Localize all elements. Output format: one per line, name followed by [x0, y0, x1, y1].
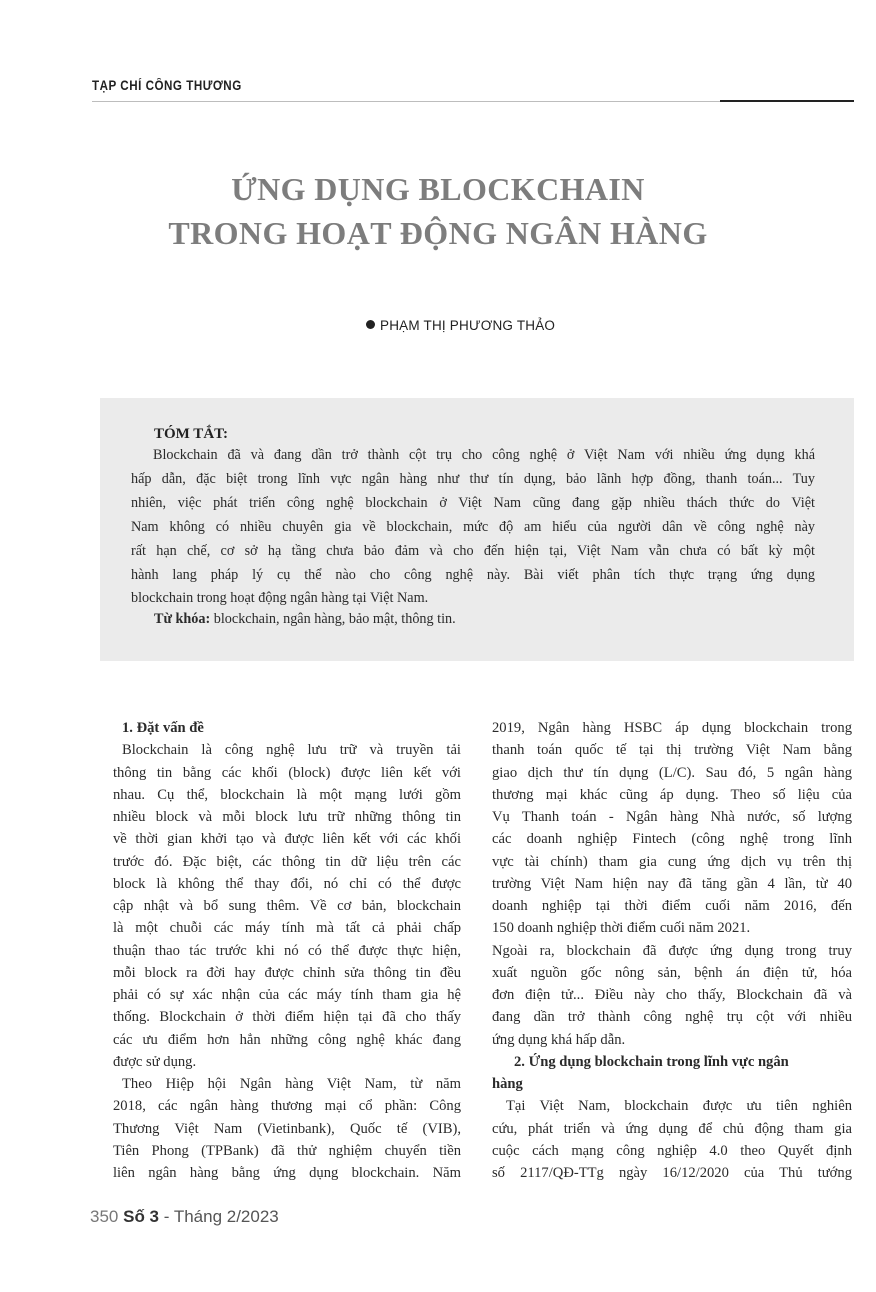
body-text-line: Tại Việt Nam, blockchain được ưu tiên nghiên: [506, 1098, 852, 1115]
body-text-line: giao dịch thư tín dụng (L/C). Sau đó, 5 ngân hàng: [492, 764, 852, 781]
page-number: 350: [90, 1207, 119, 1226]
keywords-list: blockchain, ngân hàng, bảo mật, thông tin.: [210, 611, 456, 627]
abstract-line: hành lang pháp lý cụ thể nào cho công nghệ này. Bài viết phân tích thực trạng ứng dụng: [131, 567, 815, 583]
body-text-line: trường Việt Nam hiện nay đã tăng gần 4 lần, từ 40: [492, 875, 852, 892]
body-text-line: doanh nghiệp tại thời điểm cuối năm 2016, đến: [492, 898, 852, 914]
section-heading: 1. Đặt vấn đề: [122, 720, 204, 736]
body-text-line: 2019, Ngân hàng HSBC áp dụng blockchain trong: [492, 720, 852, 736]
body-text-line: được sử dụng.: [113, 1053, 197, 1070]
issue-number: Số 3: [123, 1207, 160, 1226]
body-text-line: cứu, phát triển và ứng dụng để chủ động tham gia: [492, 1120, 852, 1137]
body-text-line: là một chuỗi các máy tính mà tất cả phải chấp: [113, 920, 461, 937]
body-text-line: thống. Blockchain ở thời điểm hiện tại đã cho thấy: [113, 1009, 461, 1026]
journal-name: TẠP CHÍ CÔNG THƯƠNG: [92, 78, 242, 93]
abstract-line: Blockchain đã và đang dần trở thành cột trụ cho công nghệ ở Việt Nam với nhiều ứng dụng khá: [153, 447, 815, 463]
body-text-line: Tiên Phong (TPBank) đã thử nghiệm chuyển tiền: [113, 1142, 461, 1159]
body-text-line: thuận thao tác trước khi nó có thể được thực hiện,: [113, 942, 461, 959]
body-text-line: vực tài chính) tham gia cung ứng dịch vụ trên thị: [492, 853, 852, 870]
body-text-line: ứng dụng khá hấp dẫn.: [492, 1031, 626, 1048]
header-rule-accent: [720, 100, 854, 102]
abstract-line: blockchain trong hoạt động ngân hàng tại Việt Nam.: [131, 590, 429, 606]
article-title-line-2: TRONG HOẠT ĐỘNG NGÂN HÀNG: [168, 215, 708, 251]
abstract-line: nhiên, việc phát triển công nghệ blockchain ở Việt Nam cũng đang gặp nhiều thách thức do Việt: [131, 495, 815, 511]
body-text-line: Ngoài ra, blockchain đã được ứng dụng trong truy: [492, 942, 852, 959]
body-text-line: các doanh nghiệp Fintech (công nghệ trong lĩnh: [492, 831, 852, 848]
issue-date: - Tháng 2/2023: [159, 1207, 279, 1226]
body-text-line: trước đó. Đặc biệt, các thông tin dữ liệu trên các: [113, 853, 461, 870]
body-text-line: thông tin bằng các khối (block) được liên kết với: [113, 764, 461, 781]
body-text-line: đơn điện tử... Điều này cho thấy, Blockchain đã và: [492, 987, 852, 1003]
body-text-line: mỗi block ra đời hay được chỉnh sửa thông tin đều: [113, 964, 461, 981]
body-text-line: Blockchain là công nghệ lưu trữ và truyền tải: [122, 742, 461, 759]
article-title-line-1: ỨNG DỤNG BLOCKCHAIN: [231, 171, 645, 207]
keywords: [154, 611, 456, 628]
keywords-label: Từ khóa:: [154, 611, 211, 627]
body-text-line: Thương Việt Nam (Vietinbank), Quốc tế (VIB),: [113, 1120, 461, 1137]
section-heading: 2. Ứng dụng blockchain trong lĩnh vực ngân: [514, 1053, 789, 1070]
body-text-line: phải có sự xác nhận của các máy tính tham gia hệ: [113, 987, 461, 1003]
abstract-line: Nam không có nhiều chuyên gia về blockchain, mức độ am hiểu của người dân về công nghệ này: [131, 519, 815, 535]
body-text-line: cuộc cách mạng công nghiệp 4.0 theo Quyết định: [492, 1142, 852, 1159]
author-byline: [366, 318, 555, 333]
body-text-line: thanh toán quốc tế tại thị trường Việt Nam bằng: [492, 742, 852, 759]
body-text-line: 150 doanh nghiệp thời điểm cuối năm 2021.: [492, 920, 751, 937]
body-text-line: về thời gian khởi tạo và được liên kết với các khối: [113, 831, 461, 848]
body-text-line: xuất nguồn gốc nông sản, bệnh án điện tử, hóa: [492, 964, 852, 981]
body-text-line: liên ngân hàng bằng ứng dụng blockchain. Năm: [113, 1165, 461, 1181]
author-name: PHẠM THỊ PHƯƠNG THẢO: [380, 318, 556, 333]
body-text-line: Theo Hiệp hội Ngân hàng Việt Nam, từ năm: [122, 1076, 461, 1092]
body-text-line: Vụ Thanh toán - Ngân hàng Nhà nước, số lượng: [492, 809, 852, 825]
abstract-heading: TÓM TẮT:: [154, 426, 229, 442]
body-text-line: thương mại khác cũng áp dụng. Theo số liệu của: [492, 786, 852, 803]
body-text-line: số 2117/QĐ-TTg ngày 16/12/2020 của Thủ tướng: [492, 1165, 852, 1181]
body-text-line: nhau. Cụ thể, blockchain là một mạng lưới gồm: [113, 786, 461, 803]
body-text-line: các ưu điểm hơn hẳn những công nghệ khác đang: [113, 1031, 461, 1048]
body-text-line: cập nhật và bổ sung thêm. Về cơ bản, blockchain: [113, 898, 461, 914]
body-text-line: nhiều block và mỗi block lưu trữ những thông tin: [113, 809, 461, 825]
abstract-line: rất hạn chế, cơ sở hạ tầng chưa bảo đảm và cho đến hiện tại, Việt Nam vẫn chưa có bất kỳ một: [131, 543, 815, 559]
page-footer: [90, 1207, 279, 1227]
section-heading: hàng: [492, 1076, 523, 1092]
body-text-line: 2018, các ngân hàng thương mại cổ phần: Công: [113, 1098, 461, 1115]
bullet-icon: [366, 320, 375, 329]
body-text-line: block là không thể thay đổi, nó chỉ có thể được: [113, 875, 461, 892]
body-text-line: đang dần trở thành công nghệ trụ cột với nhiều: [492, 1009, 852, 1026]
abstract-line: hấp dẫn, đặc biệt trong lĩnh vực ngân hàng như thư tín dụng, bảo lãnh hợp đồng, thanh toán... Tuy: [131, 471, 815, 487]
